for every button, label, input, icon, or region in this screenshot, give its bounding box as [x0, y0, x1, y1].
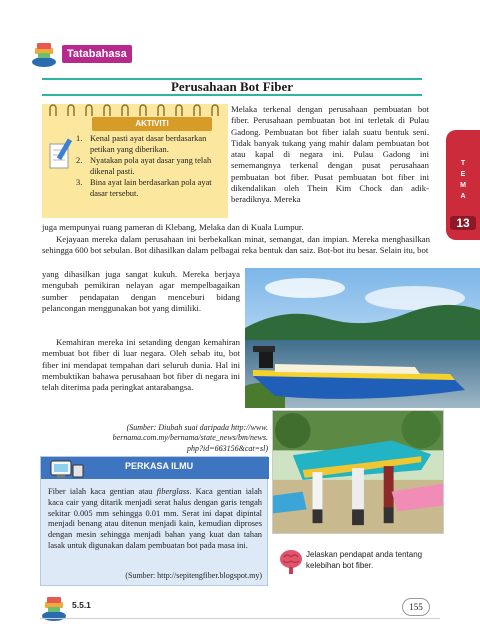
perkasa-ilmu-heading: PERKASA ILMU: [125, 461, 194, 471]
pencil-paper-icon: [48, 136, 74, 174]
paragraph-3: Kemahiran mereka ini setanding dengan kemahiran membuat bot fiber di luar negara. Oleh sebab itu, bot fiber ini mendapat tempahan dari seluruh dunia. Hal ini membuktikan bahawa perusahaan bot fiber di negara ini telah diterima pada peringkat antarabangsa.: [42, 337, 240, 393]
question-prompt: Jelaskan pendapat anda tentang kelebihan bot fiber.: [306, 550, 423, 570]
section-label: Tatabahasa: [62, 45, 132, 63]
standard-code: 5.5.1: [72, 600, 91, 610]
section-header: [30, 40, 140, 68]
brain-icon: [278, 548, 304, 576]
article-title: Perusahaan Bot Fiber: [170, 79, 294, 94]
paragraph-2-continued: yang dihasilkan juga sangat kukuh. Mereka berjaya mengubah pemikiran nelayan agar mempelbagaikan sumber pendapatan dengan menceburi bidang pelancongan menggunakan bot yang dimiliki.: [42, 269, 240, 313]
perkasa-ilmu-body: Fiber ialah kaca gentian atau fiberglass. Kaca gentian ialah kaca cair yang ditarik menjadi serat halus dengan garis tengah sekitar 0.005 mm sehingga 0.01 mm. Serat ini dapat dipintal menjadi benang atau ditenun menjadi kain, kemudian diproses dengan mesin sehingga menjadi bahan yang kuat dan tahan lasak untuk digunakan dalam pembuatan bot pada masa ini.: [48, 487, 262, 550]
books-icon: [30, 40, 58, 68]
theme-tab: [446, 130, 480, 240]
paragraph-1-right: Melaka terkenal dengan perusahaan pembuatan bot fiber. Perusahaan pembuatan bot ini terletak di Pulau Gadong. Pembuatan bot fiber ialah suatu bentuk seni. Tidak banyak tukang yang mahir dalam pembuatan bot atau kapal di negara ini. Pulau Gadong ini sememangnya terkenal dengan pusat perusahaan pembuatan bot fiber. Pusat pembuatan bot fiber ini dikendalikan oleh Thein Kim Chock dan adik-beradiknya. Mereka: [231, 104, 429, 205]
page-top: [0, 0, 480, 40]
article-title-bar: [42, 78, 422, 96]
footer-divider: [40, 618, 440, 619]
paragraph-2: Kejayaan mereka dalam perusahaan ini berbekalkan minat, semangat, dan impian. Mereka menghasilkan sehingga 600 bot sebulan. Bot dihasilkan dalam pelbagai reka bentuk dan saiz. Bot-bot itu besar. Selain itu, bot: [42, 234, 430, 256]
list-item: 1. Kenal pasti ayat dasar berdasarkan petikan yang diberikan.: [76, 134, 207, 154]
list-item: 3. Bina ayat lain berdasarkan pola ayat dasar tersebut.: [76, 178, 212, 198]
theme-tab-letters: T E M A: [460, 160, 466, 200]
perkasa-ilmu-box: [40, 456, 268, 586]
article-source: (Sumber: Diubah suai daripada http://www. bernama.com.my/bernama/state_news/bm/news. php?id=663156&cat=sl): [112, 423, 268, 453]
aktiviti-list: [76, 134, 226, 201]
binder-rings-icon: [42, 104, 228, 116]
computer-icon: [47, 459, 87, 481]
theme-number: 13: [450, 216, 476, 230]
boat-lake-photo: [245, 268, 480, 408]
paragraph-1-continued: juga mempunyai ruang pameran di Klebang, Melaka dan di Kuala Lumpur.: [42, 222, 304, 232]
aktiviti-box: [42, 104, 228, 218]
aktiviti-heading: AKTIVITI: [92, 117, 212, 131]
list-item: 2. Nyatakan pola ayat dasar yang telah dikenal pasti.: [76, 156, 212, 176]
perkasa-ilmu-source: (Sumber: http://sepitengfiber.blogspot.my): [125, 571, 262, 580]
workers-carrying-boat-photo: [272, 410, 444, 534]
page-number: 155: [402, 598, 430, 616]
